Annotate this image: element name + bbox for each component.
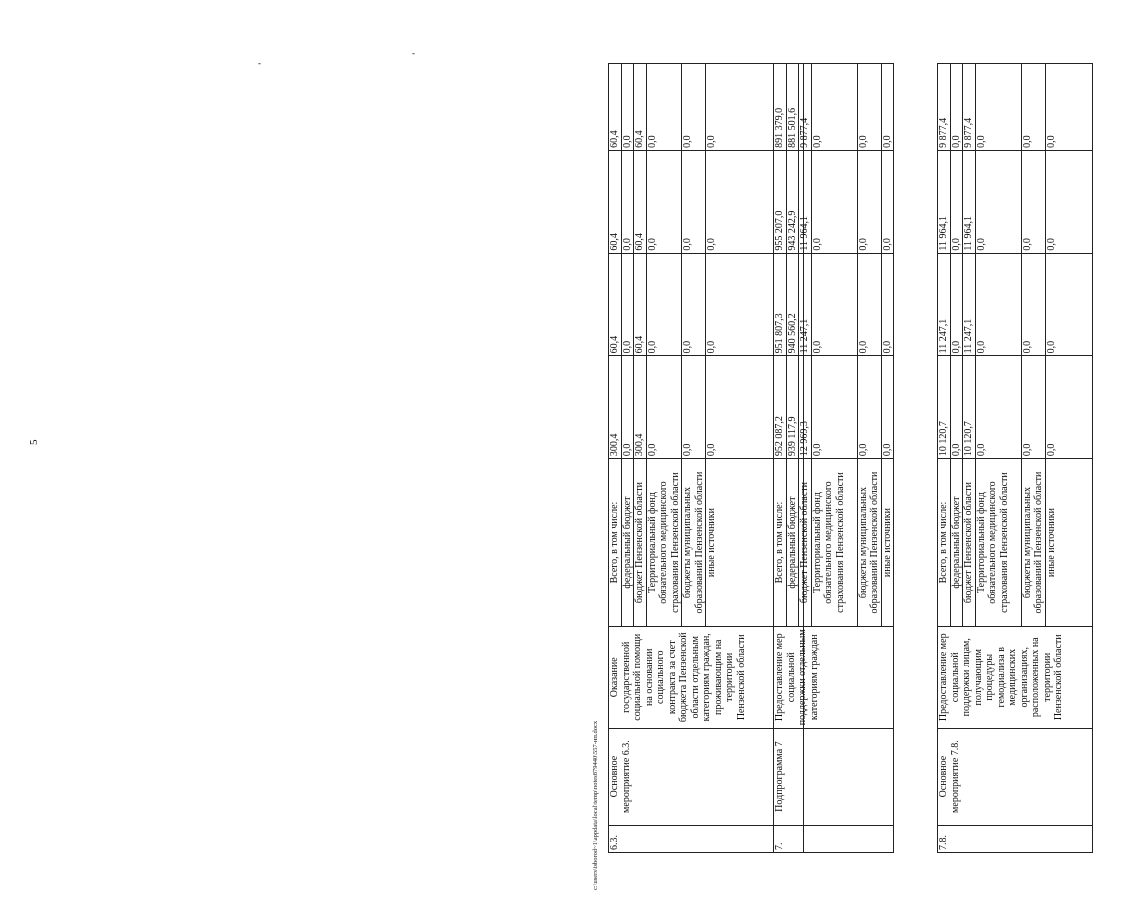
funding-value: 10 120,7 (938, 356, 951, 459)
funding-value: 0,0 (881, 150, 894, 253)
funding-value: 300,4 (634, 356, 647, 459)
funding-value: 0,0 (1021, 356, 1045, 459)
funding-source: иные источники (1045, 459, 1092, 627)
funding-source: бюджеты муниципальных образований Пензенской области (682, 459, 706, 627)
funding-value: 0,0 (646, 253, 682, 356)
funding-value: 0,0 (621, 64, 634, 151)
funding-value: 0,0 (811, 356, 857, 459)
funding-value: 0,0 (881, 64, 894, 151)
funding-value: 0,0 (706, 253, 804, 356)
funding-value: 0,0 (1045, 356, 1092, 459)
funding-value: 940 560,2 (786, 253, 799, 356)
funding-value: 0,0 (682, 150, 706, 253)
program-kind: Основное мероприятие 6.3. (609, 728, 804, 825)
page-number: 5 (28, 439, 40, 445)
funding-value: 11 247,1 (938, 253, 951, 356)
funding-value: 60,4 (634, 150, 647, 253)
funding-value: 952 087,2 (774, 356, 787, 459)
funding-value: 0,0 (857, 64, 881, 151)
funding-value: 11 964,1 (963, 150, 976, 253)
funding-value: 11 964,1 (799, 150, 812, 253)
margin-mark: - (258, 58, 261, 68)
funding-value: 0,0 (706, 356, 804, 459)
funding-value: 0,0 (682, 253, 706, 356)
funding-value: 943 242,9 (786, 150, 799, 253)
funding-value: 891 379,0 (774, 64, 787, 151)
funding-source: Всего, в том числе: (774, 459, 787, 627)
funding-source: иные источники (881, 459, 894, 627)
budget-table-block (937, 63, 1093, 853)
funding-value: 0,0 (1021, 150, 1045, 253)
funding-value: 9 877,4 (938, 64, 951, 151)
program-title: Предоставление мер социальной поддержки отдельным категориям граждан (774, 626, 894, 728)
funding-value: 0,0 (857, 253, 881, 356)
funding-source: бюджеты муниципальных образований Пензенской области (1021, 459, 1045, 627)
funding-value: 0,0 (706, 64, 804, 151)
footer-file-path: c:\users\isborod~1\appdata\local\temp\notes879440\557-нп.docx (592, 720, 599, 890)
funding-value: 0,0 (621, 356, 634, 459)
funding-value: 60,4 (609, 253, 622, 356)
funding-value: 0,0 (950, 64, 963, 151)
funding-value: 0,0 (646, 64, 682, 151)
funding-value: 0,0 (1021, 64, 1045, 151)
funding-value: 0,0 (881, 253, 894, 356)
funding-value: 0,0 (857, 356, 881, 459)
table-row (938, 64, 951, 853)
funding-value: 60,4 (634, 253, 647, 356)
funding-value: 0,0 (1021, 253, 1045, 356)
funding-value: 0,0 (706, 150, 804, 253)
funding-value: 0,0 (646, 150, 682, 253)
funding-value: 11 247,1 (799, 253, 812, 356)
budget-table-block (773, 63, 894, 853)
funding-source: федеральный бюджет (621, 459, 634, 627)
funding-value: 0,0 (881, 356, 894, 459)
funding-value: 955 207,0 (774, 150, 787, 253)
program-title: Оказание государственной социальной помощи на основании социального контракта за счет бюджета Пензенской области отдельным категориям граждан, проживающим на территории Пензенской области (609, 626, 804, 728)
funding-value: 939 117,9 (786, 356, 799, 459)
funding-value: 0,0 (857, 150, 881, 253)
funding-value: 12 969,3 (799, 356, 812, 459)
funding-value: 0,0 (975, 356, 1021, 459)
funding-value: 0,0 (811, 253, 857, 356)
funding-source: Территориальный фонд обязательного медицинского страхования Пензенской области (975, 459, 1021, 627)
margin-mark: - (412, 48, 415, 58)
funding-source: Всего, в том числе: (938, 459, 951, 627)
funding-value: 11 247,1 (963, 253, 976, 356)
funding-source: бюджет Пензенской области (799, 459, 812, 627)
funding-source: Всего, в том числе: (609, 459, 622, 627)
funding-source: иные источники (706, 459, 804, 627)
funding-source: федеральный бюджет (950, 459, 963, 627)
funding-value: 0,0 (975, 253, 1021, 356)
funding-value: 0,0 (682, 64, 706, 151)
funding-source: бюджет Пензенской области (963, 459, 976, 627)
funding-value: 881 501,6 (786, 64, 799, 151)
funding-value: 0,0 (811, 150, 857, 253)
funding-value: 9 877,4 (963, 64, 976, 151)
funding-value: 60,4 (634, 64, 647, 151)
funding-value: 0,0 (646, 356, 682, 459)
rotated-table-area (605, 63, 1125, 853)
funding-value: 0,0 (811, 64, 857, 151)
funding-value: 60,4 (609, 150, 622, 253)
program-kind: Подпрограмма 7 (774, 728, 894, 825)
funding-source: федеральный бюджет (786, 459, 799, 627)
funding-value: 951 807,3 (774, 253, 787, 356)
funding-value: 0,0 (975, 64, 1021, 151)
funding-value: 0,0 (950, 150, 963, 253)
funding-value: 0,0 (975, 150, 1021, 253)
funding-value: 60,4 (609, 64, 622, 151)
funding-source: бюджет Пензенской области (634, 459, 647, 627)
program-kind: Основное мероприятие 7.8. (938, 728, 1093, 825)
funding-value: 0,0 (621, 253, 634, 356)
funding-source: Территориальный фонд обязательного медицинского страхования Пензенской области (646, 459, 682, 627)
funding-value: 0,0 (950, 253, 963, 356)
row-number: 6.3. (609, 825, 804, 852)
funding-value: 0,0 (1045, 64, 1092, 151)
program-title: Предоставление мер социальной поддержки лицам, получающим процедуры гемодиализа в медицинских организациях, расположенных на территории Пензенской области (938, 626, 1093, 728)
funding-value: 10 120,7 (963, 356, 976, 459)
funding-value: 0,0 (682, 356, 706, 459)
row-number: 7.8. (938, 825, 1093, 852)
table-row (609, 64, 622, 853)
funding-source: Территориальный фонд обязательного медицинского страхования Пензенской области (811, 459, 857, 627)
funding-value: 300,4 (609, 356, 622, 459)
funding-value: 0,0 (950, 356, 963, 459)
funding-value: 9 877,4 (799, 64, 812, 151)
table-row (774, 64, 787, 853)
row-number: 7. (774, 825, 894, 852)
funding-source: бюджеты муниципальных образований Пензенской области (857, 459, 881, 627)
funding-value: 0,0 (1045, 253, 1092, 356)
funding-value: 0,0 (621, 150, 634, 253)
funding-value: 0,0 (1045, 150, 1092, 253)
funding-value: 11 964,1 (938, 150, 951, 253)
